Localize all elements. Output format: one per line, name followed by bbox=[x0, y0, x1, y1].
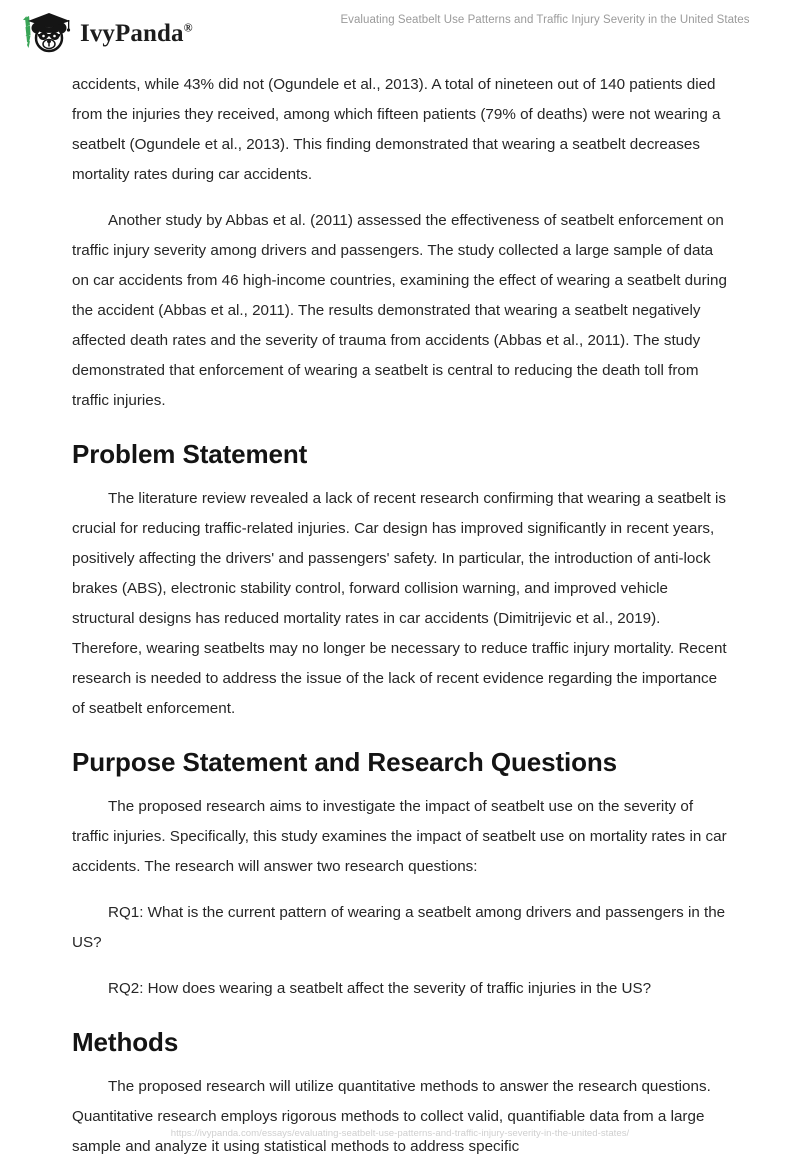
brand-name: IvyPanda® bbox=[80, 19, 193, 47]
paragraph-purpose-statement: The proposed research aims to investigate the impact of seatbelt use on the severity of traffic injuries. Specifically, this study examines the impact of seatbelt use on mortality rates in car accidents. The research will answer two research questions: bbox=[72, 798, 727, 875]
paragraph-methods: The proposed research will utilize quantitative methods to answer the research questions. Quantitative research employs rigorous methods to collect valid, quantifiable data from a large sample and analyze it using statistical methods to address specific bbox=[72, 1078, 711, 1155]
source-url[interactable]: https://ivypanda.com/essays/evaluating-seatbelt-use-patterns-and-traffic-injury-severity-in-the-united-states/ bbox=[170, 1128, 630, 1139]
document-content bbox=[72, 70, 728, 1160]
research-question-2: RQ2: How does wearing a seatbelt affect the severity of traffic injuries in the US? bbox=[108, 980, 652, 997]
heading-purpose-statement: Purpose Statement and Research Questions bbox=[72, 747, 618, 777]
paragraph-problem-statement: The literature review revealed a lack of recent research confirming that wearing a seatbelt is crucial for reducing traffic-related injuries. Car design has improved significantly in recent years, positively affecting the drivers' and passengers' safety. In particular, the introduction of anti-lock brakes (ABS), electronic stability control, forward collision warning, and improved vehicle structural designs has reduced mortality rates in car accidents (Dimitrijevic et al., 2019). Therefore, wearing seatbelts may no longer be necessary to reduce traffic injury mortality. Recent research is needed to address the issue of the lack of recent evidence regarding the importance of seatbelt enforcement. bbox=[72, 490, 727, 717]
page-footer bbox=[0, 1116, 800, 1160]
paragraph-abbas-study: Another study by Abbas et al. (2011) assessed the effectiveness of seatbelt enforcement on traffic injury severity among drivers and passengers. The study collected a large sample of data on car accidents from 46 high-income countries, examining the effect of wearing a seatbelt during the accident (Abbas et al., 2011). The results demonstrated that wearing a seatbelt negatively affected death rates and the severity of trauma from accidents (Abbas et al., 2011). The study demonstrated that enforcement of wearing a seatbelt is central to reducing the death toll from traffic injuries. bbox=[72, 212, 727, 409]
ivypanda-logo[interactable] bbox=[18, 10, 193, 56]
panda-graduate-logo-icon bbox=[18, 10, 72, 56]
page-header bbox=[0, 0, 800, 62]
document-header-title: Evaluating Seatbelt Use Patterns and Traffic Injury Severity in the United States bbox=[340, 14, 750, 26]
heading-problem-statement: Problem Statement bbox=[72, 439, 308, 469]
research-question-1: RQ1: What is the current pattern of wearing a seatbelt among drivers and passengers in the US? bbox=[72, 904, 726, 951]
paragraph-continued: accidents, while 43% did not (Ogundele et al., 2013). A total of nineteen out of 140 patients died from the injuries they received, among which fifteen patients (79% of deaths) were not wearing a seatbelt (Ogundele et al., 2013). This finding demonstrated that wearing a seatbelt decreases mortality rates during car accidents. bbox=[72, 76, 721, 183]
heading-methods: Methods bbox=[72, 1027, 179, 1057]
registered-trademark-icon: ® bbox=[183, 20, 193, 35]
